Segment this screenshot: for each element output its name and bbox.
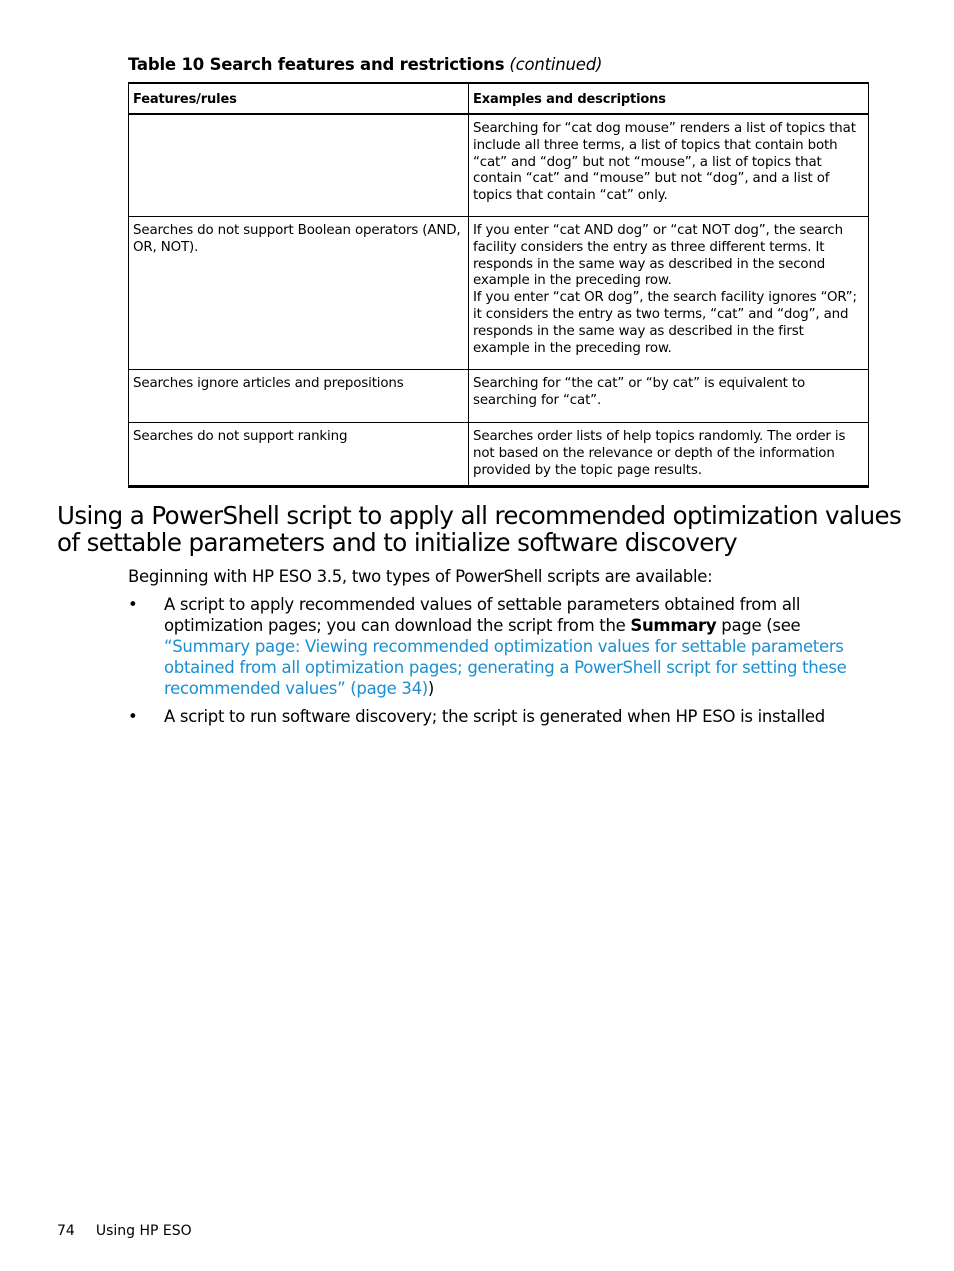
list-item [128,594,873,699]
bullet-list [128,594,873,734]
description-paragraph: Searching for “the cat” or “by cat” is equivalent to searching for “cat”. [473,376,806,408]
table-caption [128,54,602,76]
description-paragraph: If you enter “cat OR dog”, the search facility ignores “OR”; it considers the entry as two terms, “cat” and “dog”, and responds in the same way as described in the first example in the preceding row. [473,290,857,356]
bullet-dot: • [128,707,138,726]
feature-cell: Searches do not support ranking [129,423,469,487]
table-row [129,114,869,217]
page-footer [57,1222,192,1240]
table-caption-title: Table 10 Search features and restrictions [128,55,505,74]
column-header-features: Features/rules [129,83,469,114]
summary-bold-text: Summary [630,616,717,635]
footer-title: Using HP ESO [95,1223,192,1239]
bullet-text: ) [427,679,435,698]
bullet-dot: • [128,595,138,614]
page-number: 74 [57,1223,75,1239]
search-features-table [128,82,869,488]
description-paragraph: If you enter “cat AND dog” or “cat NOT dog”, the search facility considers the entry as three different terms. It responds in the same way as described in the second example in the preceding row. [473,223,843,289]
feature-cell: Searches do not support Boolean operators (AND, OR, NOT). [129,217,469,370]
bullet-text: A script to run software discovery; the script is generated when HP ESO is installed [164,707,825,726]
intro-paragraph: Beginning with HP ESO 3.5, two types of PowerShell scripts are available: [128,567,713,586]
list-item [128,706,873,727]
description-paragraph: Searches order lists of help topics randomly. The order is not based on the relevance or depth of the information provided by the topic page results. [473,429,846,478]
bullet-text: A script to apply recommended values of settable parameters obtained from all optimization pages; you can download the script from the [164,595,801,635]
table-caption-continued: (continued) [509,55,603,74]
table-row [129,370,869,423]
table-row [129,217,869,370]
feature-cell [129,114,469,217]
description-cell [469,217,869,370]
description-paragraph: Searching for “cat dog mouse” renders a list of topics that include all three terms, a list of topics that contain both “cat” and “dog” but not “mouse”, a list of topics that contain “cat” and “mouse” but not “dog”, and a list of topics that contain “cat” only. [473,121,856,204]
table-header-row [129,83,869,114]
column-header-examples: Examples and descriptions [469,83,869,114]
description-cell [469,370,869,423]
section-heading: Using a PowerShell script to apply all recommended optimization values of settable parameters and to initialize software discovery [57,501,902,557]
bullet-text: page (see [716,616,801,635]
feature-cell: Searches ignore articles and prepositions [129,370,469,423]
table-row [129,423,869,487]
description-cell [469,114,869,217]
summary-page-link[interactable]: “Summary page: Viewing recommended optimization values for settable parameters obtained from all optimization pages; generating a PowerShell script for setting these recommended values” (page 34) [164,637,847,698]
description-cell [469,423,869,487]
